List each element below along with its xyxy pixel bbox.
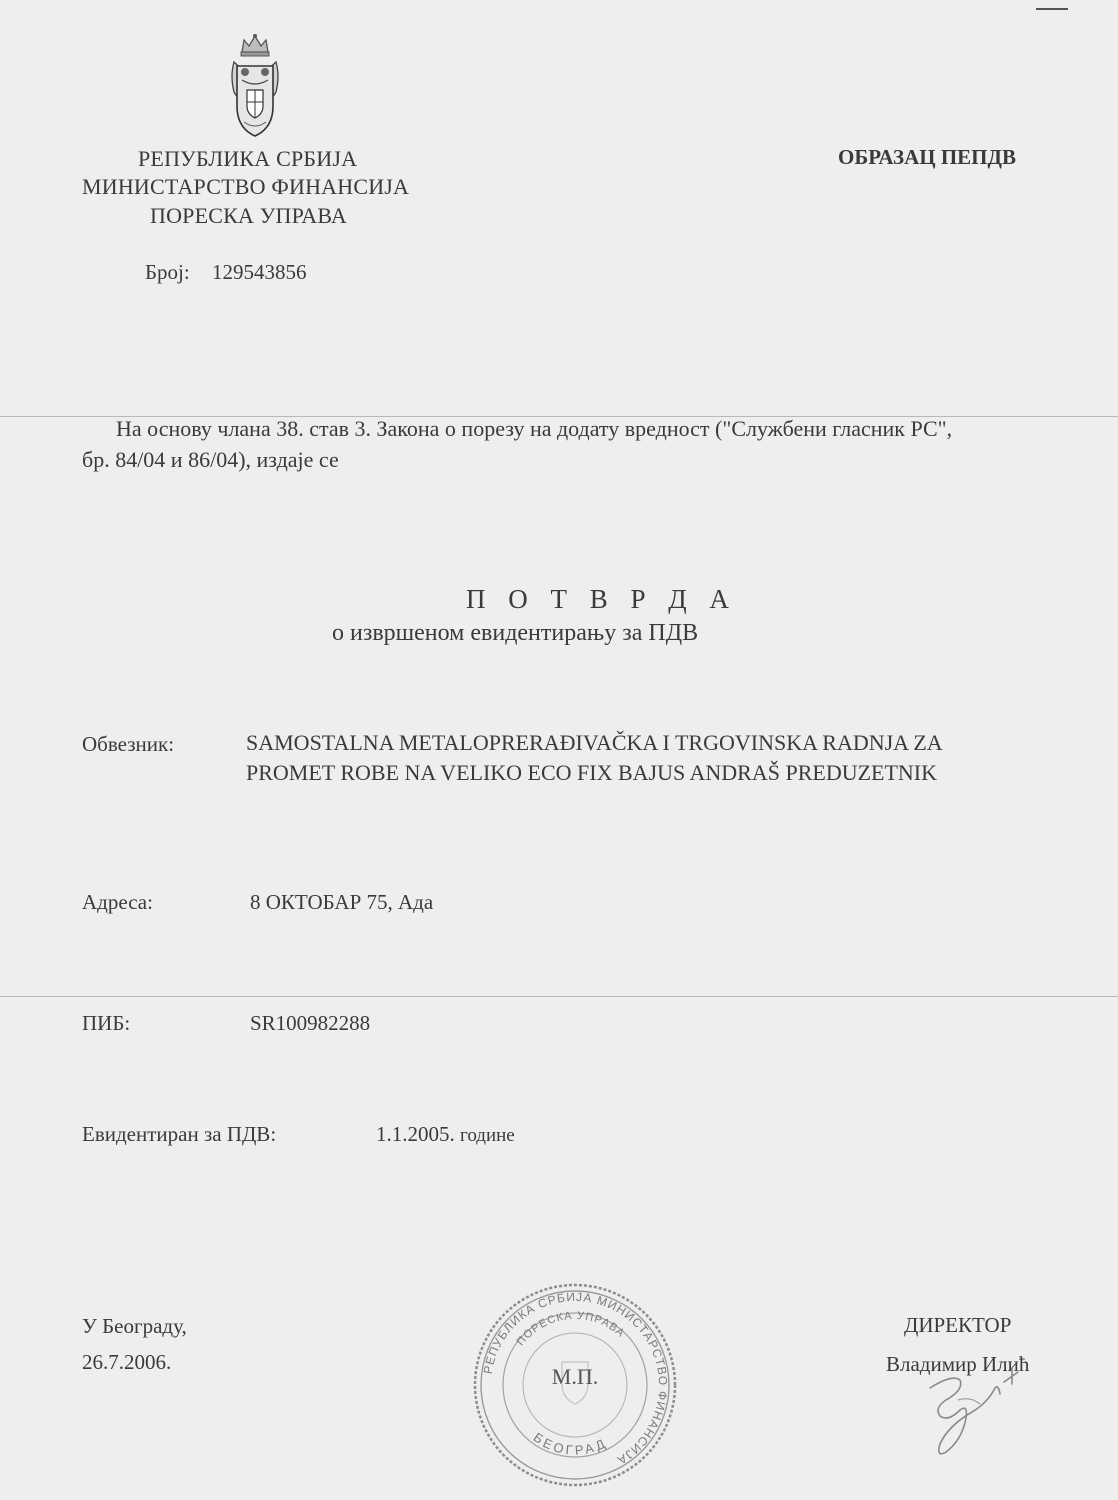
document-number-label: Број: — [145, 260, 190, 284]
seal-ring-top-text: РЕПУБЛИКА СРБИЈА МИНИСТАРСТВО ФИНАНСИЈА — [480, 1289, 671, 1468]
coat-of-arms-icon — [228, 32, 282, 140]
authority-name: ПОРЕСКА УПРАВА — [150, 203, 347, 228]
form-code: ОБРАЗАЦ ПЕПДВ — [838, 145, 1016, 169]
address-value: 8 ОКТОБАР 75, Ада — [250, 890, 434, 914]
seal-ring-bottom-text: БЕОГРАД — [530, 1429, 610, 1458]
director-title: ДИРЕКТОР — [904, 1313, 1012, 1337]
signature-mark — [900, 1360, 1060, 1470]
pib-label: ПИБ: — [82, 1011, 131, 1035]
issue-date: 26.7.2006. — [82, 1350, 172, 1374]
taxpayer-name-line-2: PROMET ROBE NA VELIKO ECO FIX BAJUS ANDRAŠ PREDUZETNIK — [246, 760, 938, 785]
vat-registered-label: Евидентиран за ПДВ: — [82, 1122, 277, 1146]
pib-value: SR100982288 — [250, 1011, 371, 1035]
seal-ring-inner-text: ПОРЕСКА УПРАВА — [514, 1309, 628, 1349]
document-subtitle: о извршеном евидентирању за ПДВ — [332, 620, 699, 646]
issue-place: У Београду, — [82, 1314, 187, 1338]
fold-line-bottom — [0, 996, 1118, 997]
preamble-line-1: На основу члана 38. став 3. Закона о порезу на додату вредност ("Службени гласник РС", — [116, 416, 953, 441]
seal-mark: М.П. — [551, 1364, 599, 1389]
document-title: П О Т В Р Д А — [466, 584, 737, 614]
official-seal-icon — [470, 1280, 680, 1490]
ministry-name: МИНИСТАРСТВО ФИНАНСИЈА — [82, 174, 410, 199]
republic-name: РЕПУБЛИКА СРБИЈА — [138, 146, 358, 171]
seal-bottom-text — [531, 1429, 610, 1457]
address-label: Адреса: — [82, 890, 153, 914]
taxpayer-name-line-1: SAMOSTALNA METALOPRERAĐIVAČKA I TRGOVINSKA RADNJA ZA — [246, 730, 943, 755]
vat-registered-date-suffix: године — [460, 1125, 515, 1146]
director-name: Владимир Илић — [886, 1352, 1030, 1376]
vat-registered-date-value: 1.1.2005. — [376, 1122, 455, 1146]
preamble-line-2: бр. 84/04 и 86/04), издаје се — [82, 447, 339, 472]
document-number: 129543856 — [212, 260, 307, 284]
corner-mark — [1036, 8, 1068, 10]
vat-registered-date — [376, 1122, 515, 1147]
taxpayer-label: Обвезник: — [82, 732, 175, 756]
